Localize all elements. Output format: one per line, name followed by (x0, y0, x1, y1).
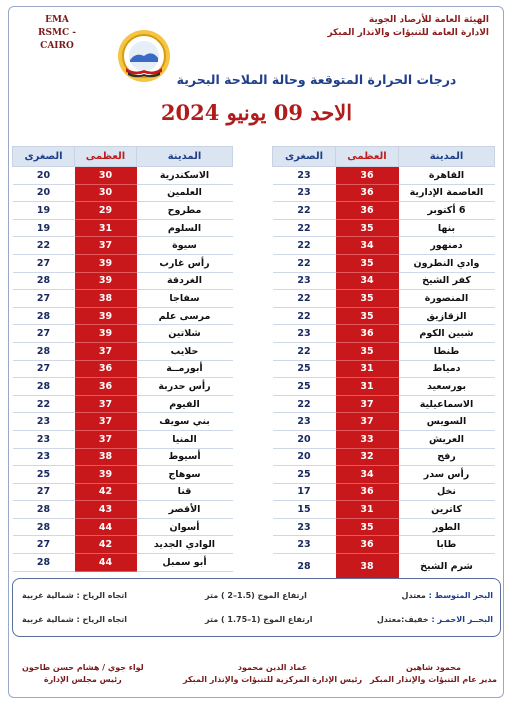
city-cell: العلمين (137, 184, 233, 202)
city-header: المدينة (399, 147, 495, 167)
max-temp-cell: 36 (75, 360, 137, 378)
max-temp-cell: 32 (336, 448, 399, 466)
max-temp-cell: 31 (75, 219, 137, 237)
table-row (13, 272, 233, 290)
red-wave-height: ارتفاع الموج (1–1.75 ) متر (205, 615, 313, 624)
central-admin-name: عماد الدين محمود (237, 663, 308, 672)
city-cell: الوادي الجديد (137, 536, 233, 554)
table-header-row (13, 147, 233, 167)
min-temp-cell: 28 (13, 307, 75, 325)
min-temp-cell: 27 (13, 325, 75, 343)
city-cell: سوهاج (137, 466, 233, 484)
min-temp-cell: 22 (273, 290, 336, 308)
chairman-name: لواء جوي / هشام حسن طاحون (22, 663, 144, 672)
min-temp-cell: 28 (13, 518, 75, 536)
max-header: العظمى (336, 147, 399, 167)
min-temp-cell: 23 (13, 448, 75, 466)
city-cell: بني سويف (137, 413, 233, 431)
table-row (273, 202, 495, 220)
max-temp-cell: 34 (336, 466, 399, 484)
table-row (13, 184, 233, 202)
max-temp-cell: 35 (336, 342, 399, 360)
max-temp-cell: 33 (336, 430, 399, 448)
table-row (13, 219, 233, 237)
min-temp-cell: 28 (13, 501, 75, 519)
table-row (13, 307, 233, 325)
city-cell: حلايب (137, 342, 233, 360)
min-temp-cell: 23 (13, 413, 75, 431)
page-title: درجات الحرارة المتوقعة وحالة الملاحة البحرية (176, 72, 457, 87)
general-manager-name: محمود شاهين (406, 663, 461, 672)
table-row (273, 430, 495, 448)
min-temp-cell: 22 (13, 395, 75, 413)
max-temp-cell: 38 (75, 290, 137, 308)
ema-line-2: RSMC - CAIRO (38, 28, 76, 51)
min-temp-cell: 27 (13, 290, 75, 308)
ema-label (22, 14, 92, 53)
table-row (273, 378, 495, 396)
city-cell: كاترين (399, 501, 495, 519)
min-temp-cell: 22 (273, 219, 336, 237)
table-row (13, 378, 233, 396)
med-wave-height: ارتفاع الموج (1.5–2 ) متر (205, 591, 307, 600)
table-row (273, 254, 495, 272)
table-row (273, 237, 495, 255)
min-temp-cell: 28 (13, 554, 75, 572)
min-temp-cell: 19 (13, 202, 75, 220)
city-cell: العاصمة الإدارية (399, 184, 495, 202)
max-temp-cell: 36 (336, 167, 399, 185)
city-cell: الاسكندرية (137, 167, 233, 185)
min-temp-cell: 25 (273, 378, 336, 396)
max-temp-cell: 37 (75, 395, 137, 413)
min-temp-cell: 23 (273, 413, 336, 431)
min-header: الصغرى (273, 147, 336, 167)
max-temp-cell: 39 (75, 272, 137, 290)
table-row (13, 290, 233, 308)
min-temp-cell: 20 (273, 430, 336, 448)
max-temp-cell: 38 (75, 448, 137, 466)
city-cell: الفيوم (137, 395, 233, 413)
table-row (273, 325, 495, 343)
min-temp-cell: 20 (273, 448, 336, 466)
max-header: العظمى (75, 147, 137, 167)
min-temp-cell: 27 (13, 360, 75, 378)
max-temp-cell: 29 (75, 202, 137, 220)
city-cell: بورسعيد (399, 378, 495, 396)
min-temp-cell: 22 (273, 395, 336, 413)
city-cell: وادي النطرون (399, 254, 495, 272)
max-temp-cell: 37 (336, 395, 399, 413)
min-temp-cell: 23 (13, 430, 75, 448)
table-row (13, 325, 233, 343)
min-temp-cell: 22 (273, 237, 336, 255)
city-cell: نخل (399, 483, 495, 501)
min-temp-cell: 28 (273, 554, 336, 579)
table-header-row (273, 147, 495, 167)
city-cell: الاسماعيلية (399, 395, 495, 413)
signature-central-admin (183, 662, 362, 686)
city-cell: الأقصر (137, 501, 233, 519)
max-temp-cell: 39 (75, 307, 137, 325)
min-temp-cell: 23 (273, 167, 336, 185)
min-temp-cell: 23 (273, 536, 336, 554)
min-temp-cell: 22 (273, 307, 336, 325)
min-temp-cell: 27 (13, 536, 75, 554)
min-temp-cell: 22 (273, 254, 336, 272)
max-temp-cell: 35 (336, 518, 399, 536)
city-cell: السويس (399, 413, 495, 431)
table-row (273, 554, 495, 579)
max-temp-cell: 30 (75, 184, 137, 202)
table-row (13, 518, 233, 536)
min-temp-cell: 28 (13, 378, 75, 396)
max-temp-cell: 31 (336, 360, 399, 378)
table-row (13, 360, 233, 378)
table-row (273, 219, 495, 237)
table-row (13, 395, 233, 413)
city-header: المدينة (137, 147, 233, 167)
min-temp-cell: 19 (13, 219, 75, 237)
table-row (13, 254, 233, 272)
city-cell: طنطا (399, 342, 495, 360)
table-row (273, 483, 495, 501)
city-cell: شبين الكوم (399, 325, 495, 343)
signature-general-manager (370, 662, 497, 686)
ema-line-1: EMA (45, 15, 69, 25)
max-temp-cell: 37 (75, 342, 137, 360)
max-temp-cell: 34 (336, 272, 399, 290)
table-row (273, 518, 495, 536)
max-temp-cell: 37 (75, 413, 137, 431)
org-line-2: الادارة العامة للتنبؤات والانذار المبكر (327, 28, 489, 38)
max-temp-cell: 30 (75, 167, 137, 185)
city-cell: الطور (399, 518, 495, 536)
max-temp-cell: 35 (336, 290, 399, 308)
max-temp-cell: 35 (336, 219, 399, 237)
city-cell: العريش (399, 430, 495, 448)
max-temp-cell: 36 (336, 202, 399, 220)
max-temp-cell: 36 (336, 325, 399, 343)
city-cell: رأس حدربة (137, 378, 233, 396)
table-row (13, 202, 233, 220)
table-row (13, 237, 233, 255)
min-temp-cell: 27 (13, 254, 75, 272)
table-row (13, 536, 233, 554)
city-cell: السلوم (137, 219, 233, 237)
max-temp-cell: 31 (336, 378, 399, 396)
red-wind-direction: اتجاه الرياح : شمالية غربية (22, 615, 127, 624)
city-cell: رأس سدر (399, 466, 495, 484)
table-row (13, 342, 233, 360)
red-sea-state: خفيف:معتدل (376, 615, 429, 624)
max-temp-cell: 31 (336, 501, 399, 519)
max-temp-cell: 37 (75, 237, 137, 255)
max-temp-cell: 36 (336, 536, 399, 554)
min-temp-cell: 28 (13, 272, 75, 290)
max-temp-cell: 38 (336, 554, 399, 579)
table-row (13, 466, 233, 484)
city-cell: سفاجا (137, 290, 233, 308)
max-temp-cell: 39 (75, 466, 137, 484)
max-temp-cell: 42 (75, 483, 137, 501)
max-temp-cell: 37 (75, 430, 137, 448)
table-row (13, 483, 233, 501)
city-cell: الزقازيق (399, 307, 495, 325)
table-row (273, 290, 495, 308)
min-temp-cell: 23 (273, 518, 336, 536)
table-row (13, 501, 233, 519)
max-temp-cell: 42 (75, 536, 137, 554)
city-cell: سيوة (137, 237, 233, 255)
max-temp-cell: 36 (336, 184, 399, 202)
city-cell: دمياط (399, 360, 495, 378)
max-temp-cell: 36 (75, 378, 137, 396)
max-temp-cell: 35 (336, 254, 399, 272)
table-row (273, 501, 495, 519)
city-cell: أسيوط (137, 448, 233, 466)
right-temperature-table (272, 146, 495, 579)
city-cell: الغردقة (137, 272, 233, 290)
min-temp-cell: 22 (273, 342, 336, 360)
med-sea-line (402, 591, 493, 600)
city-cell: أبورمــة (137, 360, 233, 378)
min-header: الصغرى (13, 147, 75, 167)
max-temp-cell: 44 (75, 518, 137, 536)
min-temp-cell: 22 (273, 202, 336, 220)
city-cell: قنا (137, 483, 233, 501)
city-cell: كفر الشيخ (399, 272, 495, 290)
max-temp-cell: 34 (336, 237, 399, 255)
city-cell: مرسى علم (137, 307, 233, 325)
min-temp-cell: 15 (273, 501, 336, 519)
left-temperature-table (12, 146, 233, 572)
forecast-date: الاحد 09 يونيو 2024 (160, 100, 353, 125)
min-temp-cell: 20 (13, 184, 75, 202)
city-cell: أسوان (137, 518, 233, 536)
table-row (273, 360, 495, 378)
table-row (273, 395, 495, 413)
table-row (273, 342, 495, 360)
table-row (273, 184, 495, 202)
med-sea-state: معتدل (401, 591, 426, 600)
city-cell: طابا (399, 536, 495, 554)
red-sea-label: البحــر الاحمـر : (431, 615, 493, 624)
min-temp-cell: 27 (13, 483, 75, 501)
min-temp-cell: 25 (273, 360, 336, 378)
max-temp-cell: 36 (336, 483, 399, 501)
city-cell: المنيا (137, 430, 233, 448)
central-admin-title: رئيس الإدارة المركزية للتنبؤات والإنذار المبكر (183, 675, 363, 684)
min-temp-cell: 23 (273, 184, 336, 202)
table-row (13, 167, 233, 185)
city-cell: مطروح (137, 202, 233, 220)
min-temp-cell: 23 (273, 272, 336, 290)
max-temp-cell: 43 (75, 501, 137, 519)
org-line-1: الهيئة العامة للأرصاد الجوية (368, 15, 489, 25)
sea-state-box (12, 578, 501, 637)
max-temp-cell: 37 (336, 413, 399, 431)
table-row (13, 413, 233, 431)
table-row (273, 272, 495, 290)
table-row (273, 466, 495, 484)
signature-chairman (22, 662, 144, 686)
min-temp-cell: 25 (273, 466, 336, 484)
general-manager-title: مدير عام التنبؤات والإنذار المبكر (369, 675, 497, 684)
min-temp-cell: 17 (273, 483, 336, 501)
city-cell: 6 أكتوبر (399, 202, 495, 220)
table-row (273, 307, 495, 325)
table-row (273, 167, 495, 185)
city-cell: شرم الشيخ (399, 554, 495, 579)
max-temp-cell: 39 (75, 325, 137, 343)
med-wind-direction: اتجاه الرياح : شمالية غربية (22, 591, 127, 600)
table-row (273, 448, 495, 466)
city-cell: أبو سمبل (137, 554, 233, 572)
table-row (273, 536, 495, 554)
max-temp-cell: 39 (75, 254, 137, 272)
max-temp-cell: 44 (75, 554, 137, 572)
min-temp-cell: 22 (13, 237, 75, 255)
city-cell: شلاتين (137, 325, 233, 343)
city-cell: بنها (399, 219, 495, 237)
table-row (13, 448, 233, 466)
chairman-title: رئيس مجلس الإدارة (43, 675, 122, 684)
city-cell: القاهرة (399, 167, 495, 185)
table-row (13, 430, 233, 448)
city-cell: رفح (399, 448, 495, 466)
min-temp-cell: 25 (13, 466, 75, 484)
city-cell: دمنهور (399, 237, 495, 255)
min-temp-cell: 20 (13, 167, 75, 185)
max-temp-cell: 35 (336, 307, 399, 325)
city-cell: رأس غارب (137, 254, 233, 272)
med-sea-label: البحر المتوسط : (428, 591, 493, 600)
min-temp-cell: 28 (13, 342, 75, 360)
min-temp-cell: 23 (273, 325, 336, 343)
table-row (13, 554, 233, 572)
organization-name (327, 14, 489, 40)
red-sea-line (377, 615, 493, 624)
table-row (273, 413, 495, 431)
city-cell: المنصورة (399, 290, 495, 308)
